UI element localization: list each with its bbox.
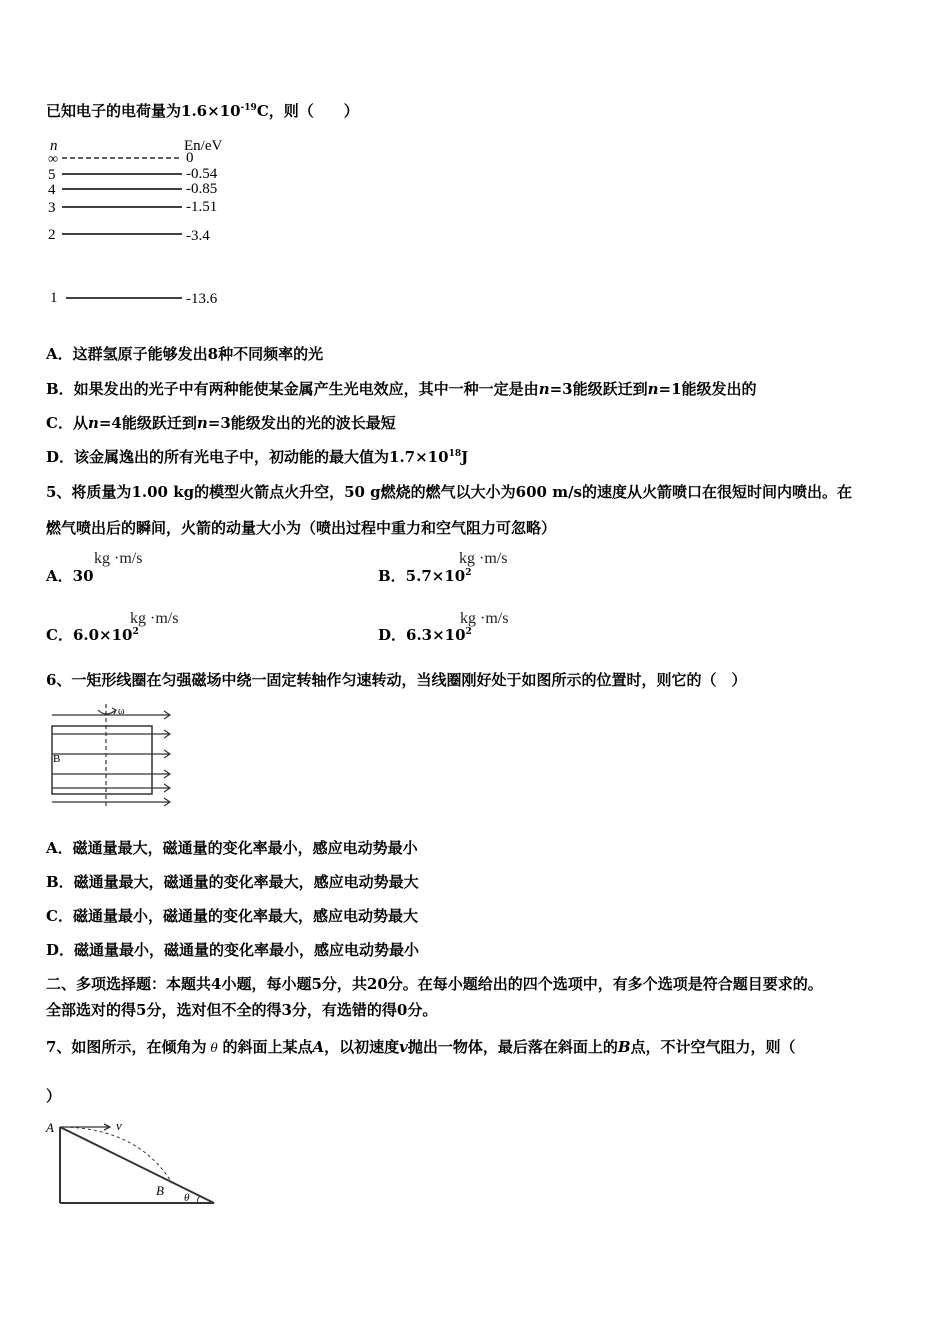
q7-stem: 7、如图所示，在倾角为 θ 的斜面上某点A，以初速度v抛出一物体，最后落在斜面上的B点，不计空气阻力，则（: [46, 1038, 796, 1056]
q5-option-b: B．$5.7\times 10^2$: [378, 567, 472, 585]
q4-option-a: A．这群氢原子能够发出8种不同频率的光: [46, 345, 324, 363]
level-n-5: 5: [48, 167, 56, 183]
section2-header-line1: 二、多项选择题：本题共4小题，每小题5分，共20分。在每小题给出的四个选项中，有多个选项是符合题目要求的。: [46, 975, 823, 993]
q5-option-d: D．$6.3\times 10^2$: [378, 626, 472, 644]
q5-stem-line1: 5、将质量为1.00 kg的模型火箭点火升空，50 g燃烧的燃气以大小为600 m/s的速度从火箭喷口在很短时间内喷出。在: [46, 483, 852, 501]
q6-option-b: B．磁通量最大，磁通量的变化率最大，感应电动势最大: [46, 873, 419, 891]
section2-header-line2: 全部选对的得5分，选对但不全的得3分，有选错的得0分。: [46, 1001, 438, 1019]
level-e-1: -13.6: [186, 291, 218, 307]
q5-option-a-unit: kg ·m/s: [94, 550, 143, 567]
level-n-4: 4: [48, 182, 56, 198]
n-header: n: [50, 138, 58, 154]
level-e-inf: 0: [186, 150, 194, 166]
q5-option-b-unit: kg ·m/s: [459, 550, 508, 567]
q6-option-d: D．磁通量最小，磁通量的变化率最小，感应电动势最小: [46, 941, 420, 959]
q5-option-a: A．30: [46, 567, 94, 585]
coil-in-magnetic-field-figure: [46, 702, 178, 808]
omega-label: ω: [118, 706, 125, 717]
velocity-label: v: [116, 1118, 122, 1133]
q5-stem-line2: 燃气喷出后的瞬间，火箭的动量大小为（喷出过程中重力和空气阻力可忽略）: [46, 519, 557, 537]
q6-option-c: C．磁通量最小，磁通量的变化率最大，感应电动势最大: [46, 907, 418, 925]
q4-stem: 已知电子的电荷量为$1.6\times 10^{-19}C$，则（ ）: [46, 102, 359, 120]
level-e-3: -1.51: [186, 199, 218, 215]
q5-option-c: C．$6.0\times 10^2$: [46, 626, 139, 644]
level-e-4: -0.85: [186, 181, 218, 197]
q6-stem: 6、一矩形线圈在匀强磁场中绕一固定转轴作匀速转动，当线圈刚好处于如图所示的位置时，则它的（ ）: [46, 671, 747, 689]
energy-header: En/eV: [184, 138, 223, 154]
q7-stem-line2: ）: [46, 1087, 62, 1105]
level-e-2: -3.4: [186, 228, 210, 244]
level-n-inf: ∞: [48, 152, 58, 167]
energy-level-diagram: [44, 134, 244, 314]
q4-option-c: C．从n=4能级跃迁到n=3能级发出的光的波长最短: [46, 414, 396, 432]
level-e-5: -0.54: [186, 166, 218, 182]
q5-option-d-unit: kg ·m/s: [460, 610, 509, 627]
q4-option-d: D．该金属逸出的所有光电子中，初动能的最大值为$1.7\times 10^{18}J$: [46, 448, 469, 466]
q4-option-b: B．如果发出的光子中有两种能使某金属产生光电效应，其中一种一定是由n=3能级跃迁到n=1能级发出的: [46, 380, 757, 398]
point-b-label: B: [156, 1183, 164, 1198]
level-n-3: 3: [48, 200, 56, 216]
q5-option-c-unit: kg ·m/s: [130, 610, 179, 627]
q6-option-a: A．磁通量最大，磁通量的变化率最小，感应电动势最小: [46, 839, 418, 857]
angle-theta-label: θ: [184, 1192, 190, 1204]
level-n-1: 1: [50, 290, 58, 306]
field-label-b: B: [53, 753, 61, 765]
point-a-label: A: [46, 1120, 54, 1135]
theta-symbol: θ: [210, 1041, 218, 1055]
incline-projectile-figure: [44, 1115, 222, 1213]
level-n-2: 2: [48, 227, 56, 243]
